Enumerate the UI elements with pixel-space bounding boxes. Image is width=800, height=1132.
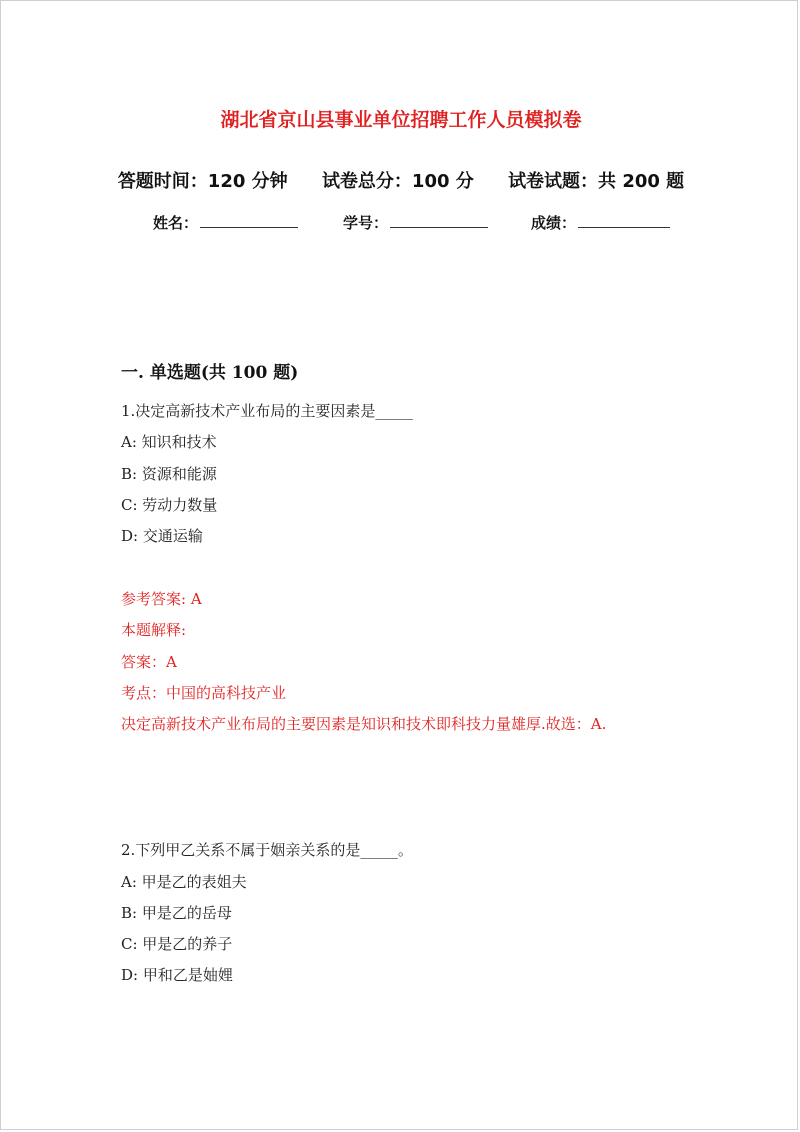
exam-meta-row — [1, 167, 800, 193]
score-blank — [578, 213, 670, 228]
question-2-option-b: B: 甲是乙的岳母 — [121, 904, 232, 922]
score-label: 成绩： — [531, 214, 577, 232]
question-1-option-d: D: 交通运输 — [121, 527, 203, 545]
exam-question-count: 试卷试题：共 200 题 — [508, 171, 685, 192]
question-1-explanation: 决定高新技术产业布局的主要因素是知识和技术即科技力量雄厚.故选：A. — [121, 715, 607, 733]
question-1-reference-answer: 参考答案: A — [121, 590, 202, 608]
student-id-field — [343, 212, 488, 233]
name-blank — [200, 213, 298, 228]
question-1-option-a: A: 知识和技术 — [121, 433, 217, 451]
question-1-stem: 1.决定高新技术产业布局的主要因素是_____ — [121, 402, 413, 420]
question-1-explanation-label: 本题解释: — [121, 621, 187, 639]
question-2-option-a: A: 甲是乙的表姐夫 — [121, 873, 247, 891]
section-heading: 一. 单选题(共 100 题) — [121, 363, 299, 383]
exam-total-score: 试卷总分：100 分 — [321, 171, 474, 192]
question-1-option-c: C: 劳动力数量 — [121, 496, 218, 514]
name-field — [153, 212, 298, 233]
name-label: 姓名： — [153, 214, 199, 232]
student-id-label: 学号： — [343, 214, 389, 232]
exam-title: 湖北省京山县事业单位招聘工作人员模拟卷 — [220, 109, 582, 131]
question-1-option-b: B: 资源和能源 — [121, 465, 217, 483]
question-1-answer: 答案：A — [121, 653, 177, 671]
exam-time: 答题时间：120 分钟 — [117, 171, 288, 192]
question-1-knowledge-point: 考点：中国的高科技产业 — [121, 684, 287, 702]
question-2-stem: 2.下列甲乙关系不属于姻亲关系的是_____。 — [121, 841, 413, 859]
question-2-option-c: C: 甲是乙的养子 — [121, 935, 233, 953]
score-field — [531, 212, 670, 233]
question-2-option-d: D: 甲和乙是妯娌 — [121, 966, 233, 984]
student-id-blank — [390, 213, 488, 228]
